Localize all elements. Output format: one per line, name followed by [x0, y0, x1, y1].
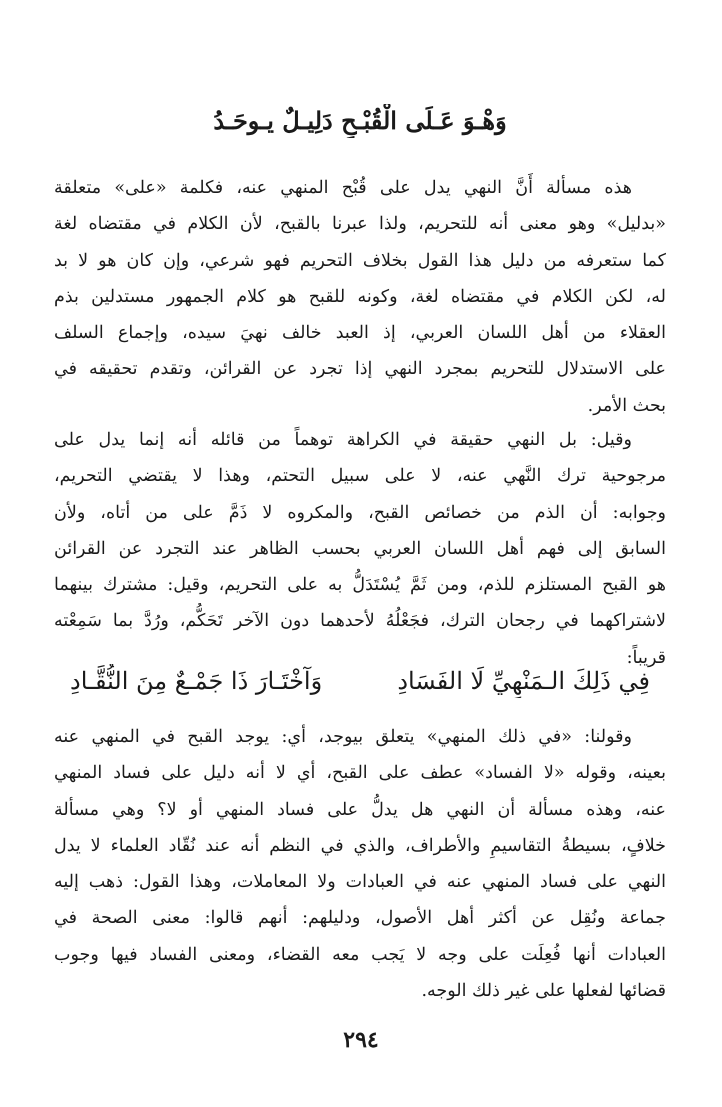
text-line: عنه، وهذه مسألة أن النهي هل يدلُّ على فساد المنهي أو لا؟ وهي مسألة [54, 799, 666, 820]
text-line: بحث الأمر. [587, 395, 666, 416]
text-line: لاشتراكهما في رجحان الترك، فجَعْلُهُ لأحدهما دون الآخر تَحَكُّم، ورُدَّ بما سَمِعْته [54, 611, 666, 632]
text-line: كما ستعرفه من دليل هذا القول بخلاف التحريم فهو شرعي، وإن كان هو لا بد [54, 250, 666, 271]
text-line: مرجوحية ترك النَّهي عنه، لا على سبيل التحتم، وهذا لا يقتضي التحريم، [54, 466, 666, 487]
text-line: بعينه، وقوله «لا الفساد» عطف على القبح، أي لا أنه دليل على فساد المنهي [54, 763, 666, 784]
text-line: هو القبح المستلزم للذم، ومن ثَمَّ يُسْتَدَلُّ به على التحريم، وقيل: مشترك بينهما [54, 575, 666, 596]
verse-top: وَهْـوَ عَـلَى الْقُبْـحِ دَلِيـلٌ يـوحَـدُ [213, 106, 507, 135]
text-line: وقيل: بل النهي حقيقة في الكراهة توهماً من قائله أنه إنما يدل على [54, 430, 632, 450]
paragraph-2 [54, 422, 666, 676]
text-line: على الاستدلال للتحريم بمجرد النهي إذا تجرد عن القرائن، وتقدم تحقيقه في [54, 359, 666, 380]
text-line: العبادات أنها فُعِلَت على وجه لا يَجب معه القضاء، ومعنى الفساد فيها وجوب [54, 944, 666, 965]
text-line: وقولنا: «في ذلك المنهي» يتعلق بيوجد، أي: يوجد القبح في المنهي عنه [54, 727, 632, 747]
text-line: النهي على فساد المنهي عنه في العبادات ولا المعاملات، وهذا القول: ذهب إليه [54, 872, 666, 893]
verse-right-hemistich: فِي ذَلِكَ الـمَنْهِيِّ لَا الفَسَادِ [397, 667, 650, 695]
text-line: قضائها لفعلها على غير ذلك الوجه. [421, 981, 666, 1002]
text-line: «بدليل» وهو معنى أنه للتحريم، ولذا عبرنا بالقبح، لأن الكلام في مقتضاه لغة [54, 214, 666, 235]
text-line: قريباً: [626, 647, 666, 668]
verse-left-hemistich: وَآخْتَـارَ ذَا جَمْـعٌ مِنَ النُّقَّـادِ [70, 667, 323, 695]
verse-mid [60, 664, 660, 698]
text-line: السابق إلى فهم أهل اللسان العربي بحسب الظاهر عند التجرد عن القرائن [54, 538, 666, 559]
text-line: جماعة ونُقِل عن أكثر أهل الأصول، ودليلهم: أنهم قالوا: معنى الصحة في [54, 908, 666, 929]
paragraph-1 [54, 170, 666, 424]
text-line: خلافٍ، بسيطةُ التقاسيمِ والأطراف، والذي في النظم أنه عند نُقّاد العلماء لا يدل [54, 835, 666, 856]
text-line: له، لكن الكلام في مقتضاه لغة، وكونه للقبح هو كلام الجمهور مستدلين بذم [54, 286, 666, 307]
text-line: العقلاء من أهل اللسان العربي، إذ العبد خالف نهيَ سيده، وإجماع السلف [54, 323, 666, 344]
text-line: هذه مسألة أَنَّ النهي يدل على قُبْح المنهي عنه، فكلمة «على» متعلقة [54, 178, 632, 198]
paragraph-3 [54, 719, 666, 1009]
text-line: وجوابه: أن الذم من خصائص القبح، والمكروه لا ذَمَّ على من أتاه، ولأن [54, 502, 666, 523]
page-number: ٢٩٤ [343, 1027, 379, 1053]
